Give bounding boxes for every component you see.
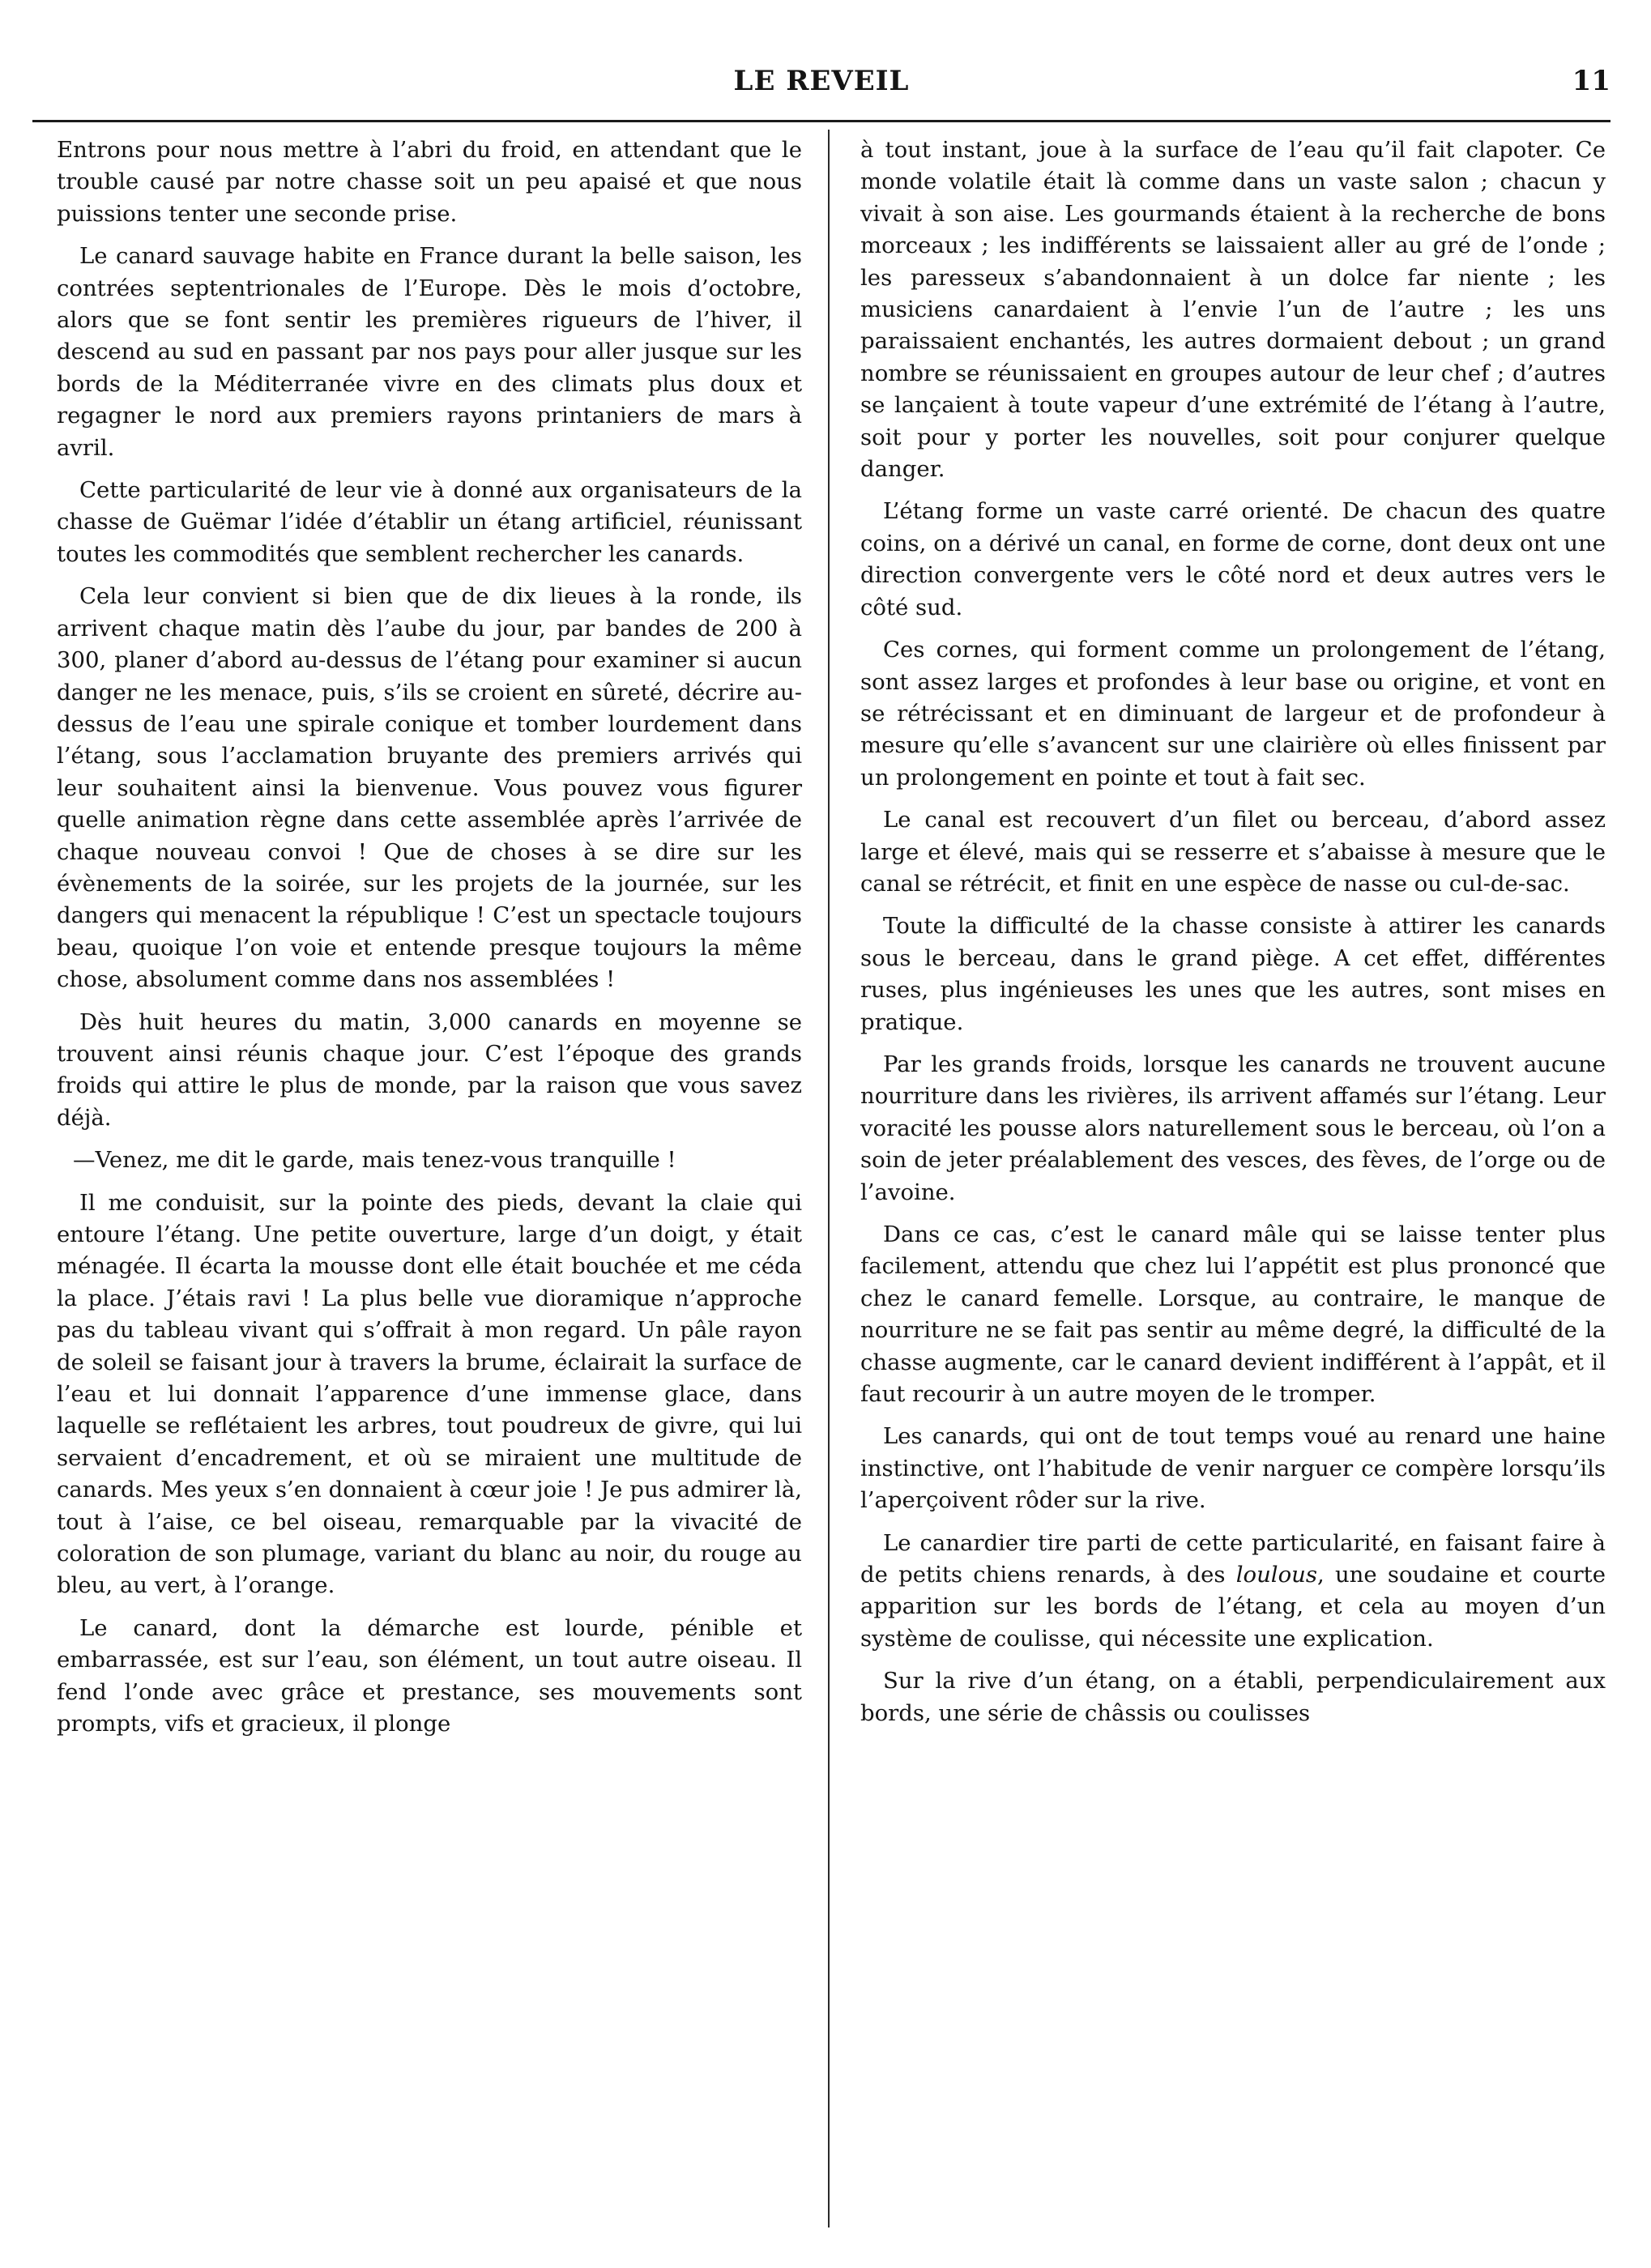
- italic-term: loulous: [1235, 1562, 1317, 1588]
- paragraph: Les canards, qui ont de tout temps voué au renard une haine instinctive, ont l’habitude de venir narguer ce compère lorsqu’ils l’aperçoivent rôder sur la rive.: [860, 1423, 1606, 1514]
- header-rule: [32, 120, 1610, 122]
- paragraph: Ces cornes, qui forment comme un prolongement de l’étang, sont assez larges et profondes à leur base ou origine, et vont en se rétrécissant et en diminuant de largeur et de profondeur à mesure qu’elle s’avancent sur une clairière où elles finissent par un prolongement en pointe et tout à fait sec.: [860, 637, 1606, 791]
- paragraph: L’étang forme un vaste carré orienté. De chacun des quatre coins, on a dérivé un canal, en forme de corne, dont deux ont une direction convergente vers le côté nord et deux autres vers le côté sud.: [860, 498, 1606, 620]
- paragraph: Le canard sauvage habite en France durant la belle saison, les contrées septentrionales de l’Europe. Dès le mois d’octobre, alors que se font sentir les premières rigueurs de l’hiver, il descend au sud en passant par nos pays pour aller jusque sur les bords de la Méditerranée vivre en des climats plus doux et regagner le nord aux premiers rayons printaniers de mars à avril.: [57, 243, 802, 461]
- running-title: LE REVEIL: [733, 65, 910, 97]
- paragraph: Dans ce cas, c’est le canard mâle qui se laisse tenter plus facilement, attendu que chez lui l’appétit est plus prononcé que chez le canard femelle. Lorsque, au contraire, le manque de nourriture ne se fait pas sentir au même degré, la difficulté de la chasse augmente, car le canard devient indifférent à l’appât, et il faut recourir à un autre moyen de le tromper.: [860, 1221, 1606, 1408]
- paragraph: —Venez, me dit le garde, mais tenez-vous tranquille !: [73, 1147, 676, 1174]
- paragraph: [860, 1528, 1606, 1656]
- right-column: [860, 134, 1606, 1740]
- paragraph: Le canal est recouvert d’un filet ou berceau, d’abord assez large et élevé, mais qui se resserre et s’abaisse à mesure que le canal se rétrécit, et finit en une espèce de nasse ou cul-de-sac.: [860, 807, 1606, 897]
- page-number: 11: [1572, 65, 1610, 97]
- paragraph: Entrons pour nous mettre à l’abri du froid, en attendant que le trouble causé par notre chasse soit un peu apaisé et que nous puissions tenter une seconde prise.: [57, 137, 802, 227]
- paragraph-text: Le canardier tire parti de cette particularité, en faisant faire à de petits chiens renards, à des: [860, 1529, 1606, 1588]
- paragraph: Le canard, dont la démarche est lourde, pénible et embarrassée, est sur l’eau, son élément, un tout autre oiseau. Il fend l’onde avec grâce et prestance, ses mouvements sont prompts, vifs et gracieux, il plonge: [57, 1614, 802, 1737]
- paragraph: Toute la difficulté de la chasse consiste à attirer les canards sous le berceau, dans le grand piège. A cet effet, différentes ruses, plus ingénieuses les unes que les autres, sont mises en pratique.: [860, 913, 1606, 1035]
- paragraph-text: , une soudaine et courte apparition sur les bords de l’étang, et cela au moyen d’un système de coulisse, qui nécessite une explication.: [860, 1562, 1606, 1652]
- paragraph: à tout instant, joue à la surface de l’eau qu’il fait clapoter. Ce monde volatile était là comme dans un vaste salon ; chacun y vivait à son aise. Les gourmands étaient à la recherche de bons morceaux ; les indifférents se laissaient aller au gré de l’onde ; les paresseux s’abandonnaient à un dolce far niente ; les musiciens canardaient à l’envie l’un de l’autre ; les uns paraissaient enchantés, les autres dormaient debout ; un grand nombre se réunissaient en groupes autour de leur chef ; d’autres se lançaient à toute vapeur d’une extrémité de l’étang à l’autre, soit pour y porter les nouvelles, soit pour conjurer quelque danger.: [860, 137, 1606, 483]
- paragraph: Dès huit heures du matin, 3,000 canards en moyenne se trouvent ainsi réunis chaque jour. C’est l’époque des grands froids qui attire le plus de monde, par la raison que vous savez déjà.: [57, 1008, 802, 1131]
- paragraph: Par les grands froids, lorsque les canards ne trouvent aucune nourriture dans les rivières, ils arrivent affamés sur l’étang. Leur voracité les pousse alors naturellement sous le berceau, où l’on a soin de jeter préalablement des vesces, des fèves, de l’orge ou de l’avoine.: [860, 1051, 1606, 1205]
- page-header: [32, 63, 1610, 120]
- paragraph: Cela leur convient si bien que de dix lieues à la ronde, ils arrivent chaque matin dès l’aube du jour, par bandes de 200 à 300, planer d’abord au-dessus de l’étang pour examiner si aucun danger ne les menace, puis, s’ils se croient en sûreté, décrire au-dessus de l’eau une spirale conique et tomber lourdement dans l’étang, sous l’acclamation bruyante des premiers arrivés qui leur souhaitent ainsi la bienvenue. Vous pouvez vous figurer quelle animation règne dans cette assemblée après l’arrivée de chaque nouveau convoi ! Que de choses à se dire sur les évènements de la soirée, sur les projets de la journée, sur les dangers qui menacent la république ! C’est un spectacle toujours beau, quoique l’on voie et entende presque toujours la même chose, absolument comme dans nos assemblées !: [57, 583, 802, 993]
- column-divider: [828, 130, 830, 2228]
- paragraph: Cette particularité de leur vie à donné aux organisateurs de la chasse de Guëmar l’idée d’établir un étang artificiel, réunissant toutes les commodités que semblent rechercher les canards.: [57, 477, 802, 567]
- paragraph: Il me conduisit, sur la pointe des pieds, devant la claie qui entoure l’étang. Une petite ouverture, large d’un doigt, y était ménagée. Il écarta la mousse dont elle était bouchée et me céda la place. J’étais ravi ! La plus belle vue dioramique n’approche pas du tableau vivant qui s’offrait à mon regard. Un pâle rayon de soleil se faisant jour à travers la brume, éclairait la surface de l’eau et lui donnait l’apparence d’une immense glace, dans laquelle se reflétaient les arbres, tout poudreux de givre, qui lui servaient d’encadrement, et où se miraient une multitude de canards. Mes yeux s’en donnaient à cœur joie ! Je pus admirer là, tout à l’aise, ce bel oiseau, remarquable par la vivacité de coloration de son plumage, variant du blanc au noir, du rouge au bleu, au vert, à l’orange.: [57, 1189, 802, 1599]
- left-column: [57, 134, 802, 1751]
- paragraph: Sur la rive d’un étang, on a établi, perpendiculairement aux bords, une série de châssis ou coulisses: [860, 1668, 1606, 1726]
